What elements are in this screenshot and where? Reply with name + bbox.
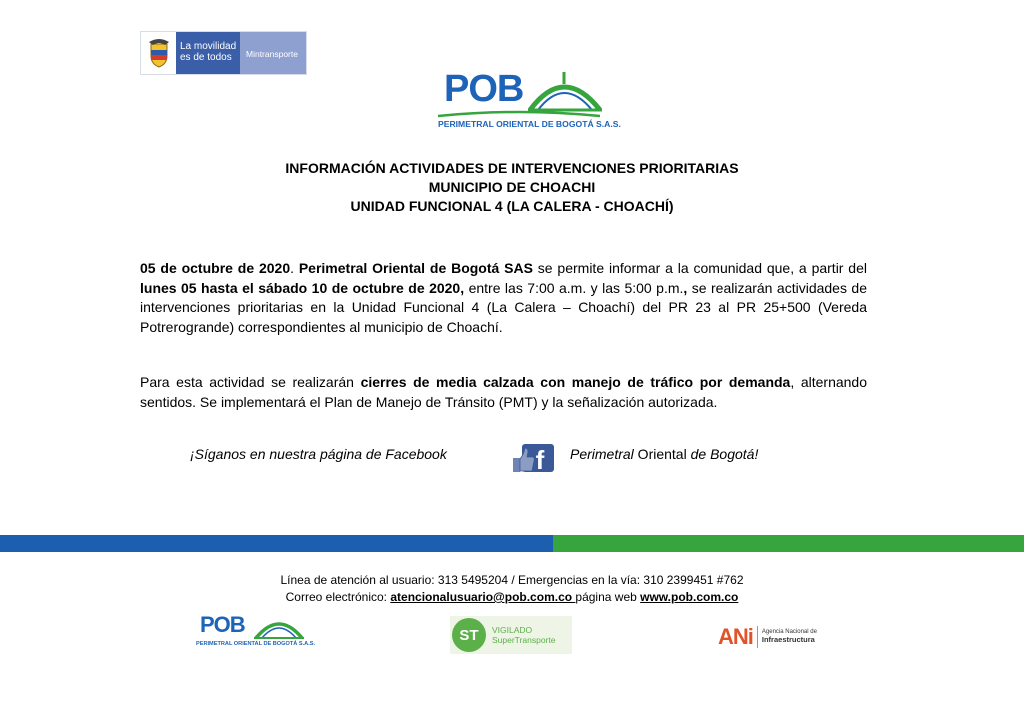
logo-swoosh bbox=[436, 110, 602, 118]
badge-right-text: Mintransporte bbox=[240, 32, 306, 74]
supertransporte-logo: ST VIGILADO SuperTransporte bbox=[450, 616, 572, 654]
announcement-paragraph: 05 de octubre de 2020. Perimetral Oriental de Bogotá SAS se permite informar a la comunidad que, a partir del lunes 05 hasta el sábado 10 de octubre de 2020, entre las 7:00 a.m. y las 5:00 p.m., se realizarán actividades de intervenciones prioritarias en la Unidad Funcional 4 (La Calera – Choachí) del PR 23 al PR 25+500 (Vereda Potrerogrande) correspondientes al municipio de Choachí. bbox=[140, 260, 867, 335]
heading-line-3: UNIDAD FUNCIONAL 4 (LA CALERA - CHOACHÍ) bbox=[350, 198, 674, 214]
closure-paragraph: Para esta actividad se realizarán cierres de media calzada con manejo de tráfico por demanda, alternando sentidos. Se implementará el Plan de Manejo de Tránsito (PMT) y la señalización autorizada. bbox=[140, 374, 867, 410]
footer-email-web-line: Correo electrónico: atencionalusuario@pob.com.co página web www.pob.com.co bbox=[285, 590, 739, 604]
facebook-follow-text: ¡Síganos en nuestra página de Facebook bbox=[190, 446, 447, 462]
document-heading bbox=[0, 159, 1024, 216]
heading-line-2: MUNICIPIO DE CHOACHI bbox=[428, 179, 596, 195]
footer-pob-word: POB bbox=[200, 612, 245, 637]
svg-text:f: f bbox=[535, 445, 545, 474]
mintransporte-badge bbox=[140, 31, 307, 75]
bridge-arch-icon bbox=[528, 70, 602, 114]
footer-web-link[interactable]: www.pob.com.co bbox=[640, 590, 739, 604]
supertransporte-mark-icon: ST bbox=[452, 618, 486, 652]
footer-email-link[interactable]: atencionalusuario@pob.com.co bbox=[390, 590, 576, 604]
ani-logo: ANi Agencia Nacional de Infraestructura bbox=[718, 624, 817, 649]
heading-line-1: INFORMACIÓN ACTIVIDADES DE INTERVENCIONES PRIORITARIAS bbox=[285, 160, 739, 176]
footer-phone-line: Línea de atención al usuario: 313 5495204 / Emergencias en la vía: 310 2399451 #762 bbox=[280, 573, 744, 587]
footer-contact bbox=[0, 572, 1024, 606]
footer-bridge-arch-icon bbox=[254, 614, 304, 640]
facebook-page-name[interactable]: Perimetral Oriental de Bogotá! bbox=[570, 446, 759, 462]
announcement-date: 05 de octubre de 2020 bbox=[140, 260, 291, 276]
footer-pob-subtitle: PERIMETRAL ORIENTAL DE BOGOTÁ S.A.S. bbox=[196, 641, 316, 647]
divider-bar-blue bbox=[0, 535, 553, 552]
pob-logo-subtitle: PERIMETRAL ORIENTAL DE BOGOTÁ S.A.S. bbox=[438, 119, 621, 129]
ani-separator bbox=[757, 626, 758, 648]
pob-logo-word: POB bbox=[444, 68, 524, 110]
ani-mark: ANi bbox=[718, 624, 753, 649]
colombia-coat-of-arms-icon bbox=[141, 32, 176, 74]
work-period: lunes 05 hasta el sábado 10 de octubre de 2020, bbox=[140, 279, 465, 296]
badge-left-text: La movilidad es de todos bbox=[176, 32, 240, 74]
footer-pob-logo bbox=[196, 612, 316, 652]
divider-bar-green bbox=[553, 535, 1024, 552]
company-name: Perimetral Oriental de Bogotá SAS bbox=[298, 260, 533, 276]
closure-type: cierres de media calzada con manejo de tráfico por demanda bbox=[360, 374, 791, 390]
pob-logo bbox=[436, 68, 621, 140]
facebook-like-icon[interactable] bbox=[512, 442, 556, 474]
